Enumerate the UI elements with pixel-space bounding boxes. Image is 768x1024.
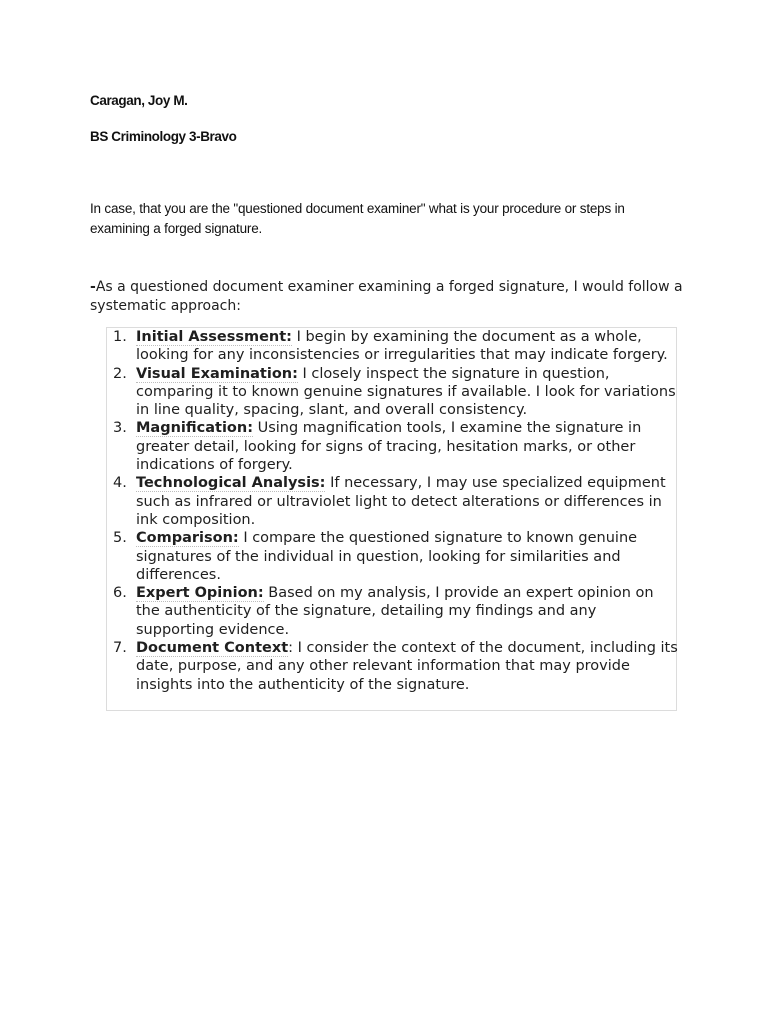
student-name: Caragan, Joy M. [90,93,188,108]
step-number: 6. [113,585,127,602]
student-course: BS Criminology 3-Bravo [90,129,237,144]
list-item [107,419,678,474]
list-item [107,639,678,694]
step-number: 4. [113,475,127,492]
step-text: If necessary, I may use specialized equipment such as infrared or ultraviolet light to detect alterations or differences in ink composition. [136,475,666,528]
step-title: Document Context [136,640,289,657]
step-number: 2. [113,365,127,382]
step-number: 5. [113,530,127,547]
question-text: In case, that you are the "questioned document examiner" what is your procedure or steps in examining a forged signature. [90,201,625,236]
step-title: Comparison: [136,530,239,547]
intro-dash: - [90,279,96,295]
step-text: I closely inspect the signature in question, comparing it to known genuine signatures if available. I look for variations in line quality, spacing, slant, and overall consistency. [136,365,676,419]
step-title: Expert Opinion: [136,585,264,602]
step-text: : I consider the context of the document, including its date, purpose, and any other relevant information that may provide insights into the authenticity of the signature. [136,640,678,693]
step-text: I compare the questioned signature to known genuine signatures of the individual in question, looking for similarities and differences. [136,530,638,583]
step-title: Visual Examination: [136,365,298,382]
step-number: 7. [113,640,127,657]
list-item [107,584,678,639]
list-item [107,365,678,420]
answer-intro [90,278,690,316]
list-item [107,328,678,365]
step-title: Initial Assessment: [136,329,292,345]
list-item [107,474,678,529]
steps-list [107,328,678,694]
answer-steps-box [106,327,677,711]
list-item [107,529,678,584]
step-number: 3. [113,420,127,437]
step-title: Magnification: [136,420,253,437]
step-title: Technological Analysis: [136,475,326,492]
step-text: I begin by examining the document as a whole, looking for any inconsistencies or irregularities that may indicate forgery. [136,329,668,364]
step-text: Using magnification tools, I examine the signature in greater detail, looking for signs of tracing, hesitation marks, or other indications of forgery. [136,420,642,474]
intro-text: As a questioned document examiner examining a forged signature, I would follow a systematic approach: [90,279,683,314]
step-number: 1. [113,329,127,345]
step-text: Based on my analysis, I provide an expert opinion on the authenticity of the signature, detailing my findings and any supporting evidence. [136,585,654,638]
